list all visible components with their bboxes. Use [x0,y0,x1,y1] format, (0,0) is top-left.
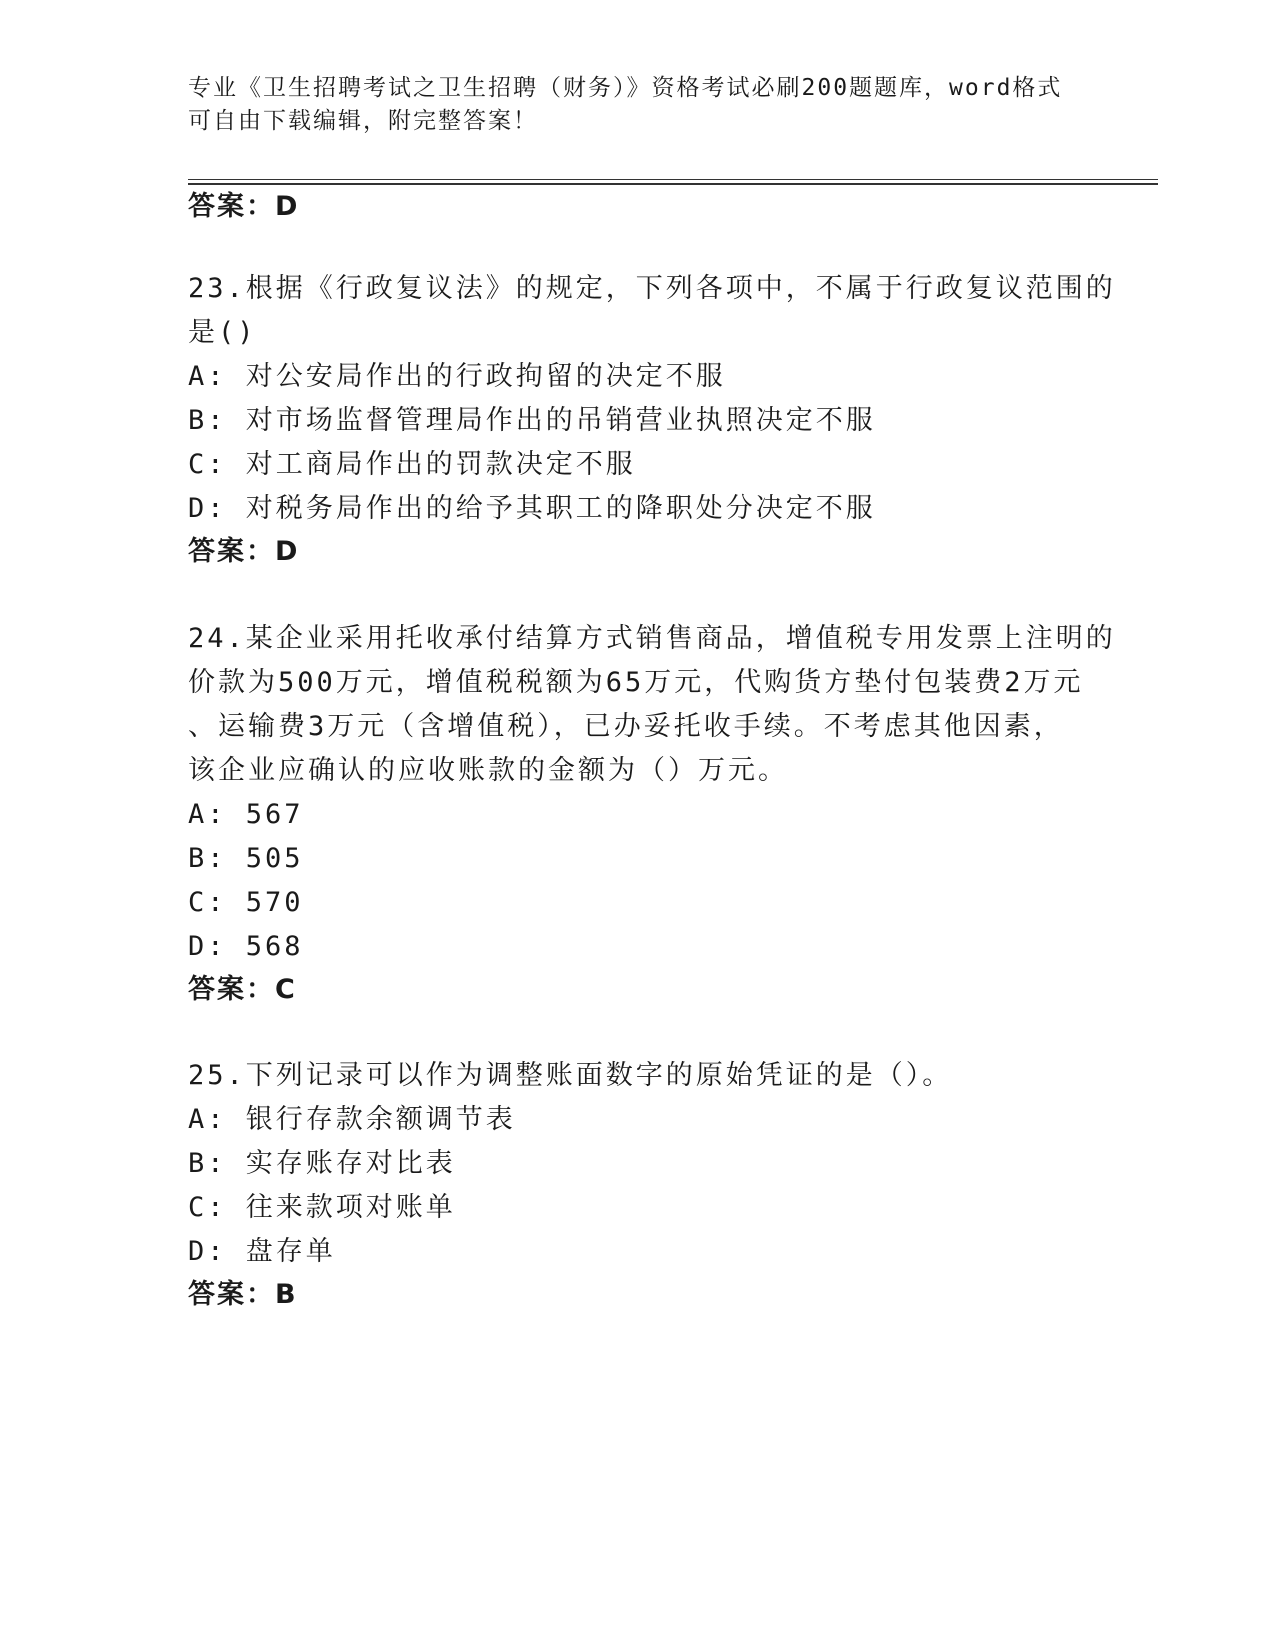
header-rule-thick [188,183,1158,185]
answer: 答案：D [188,536,300,567]
option-c: C: 对工商局作出的罚款决定不服 [188,449,636,480]
answer: 答案：B [188,1279,298,1310]
option-b: B: 对市场监督管理局作出的吊销营业执照决定不服 [188,405,876,436]
question-stem-line: 该企业应确认的应收账款的金额为（）万元。 [188,755,788,786]
option-b: B: 实存账存对比表 [188,1148,456,1179]
question-stem-line: 24.某企业采用托收承付结算方式销售商品，增值税专用发票上注明的 [188,623,1116,654]
option-a: A: 对公安局作出的行政拘留的决定不服 [188,361,726,392]
question-stem-line: 、运输费3万元（含增值税），已办妥托收手续。不考虑其他因素， [188,711,1064,742]
option-a: A: 567 [188,799,304,830]
question-stem-line: 是() [188,317,257,348]
option-d: D: 盘存单 [188,1236,336,1267]
option-d: D: 对税务局作出的给予其职工的降职处分决定不服 [188,493,876,524]
document-header [188,72,1088,138]
option-a: A: 银行存款余额调节表 [188,1104,516,1135]
option-b: B: 505 [188,843,304,874]
option-c: C: 570 [188,887,304,918]
option-d: D: 568 [188,931,304,962]
answer: 答案：C [188,974,297,1005]
header-rule-thin [188,179,1158,180]
option-c: C: 往来款项对账单 [188,1192,456,1223]
header-line-2: 可自由下载编辑，附完整答案！ [188,108,538,134]
question-stem-line: 25.下列记录可以作为调整账面数字的原始凭证的是（）。 [188,1060,953,1091]
previous-answer: 答案：D [188,191,300,222]
question-stem-line: 23.根据《行政复议法》的规定，下列各项中，不属于行政复议范围的 [188,273,1116,304]
header-line-1: 专业《卫生招聘考试之卫生招聘（财务）》资格考试必刷200题题库，word格式 [188,75,1063,101]
question-stem-line: 价款为500万元，增值税税额为65万元，代购货方垫付包装费2万元 [188,667,1084,698]
